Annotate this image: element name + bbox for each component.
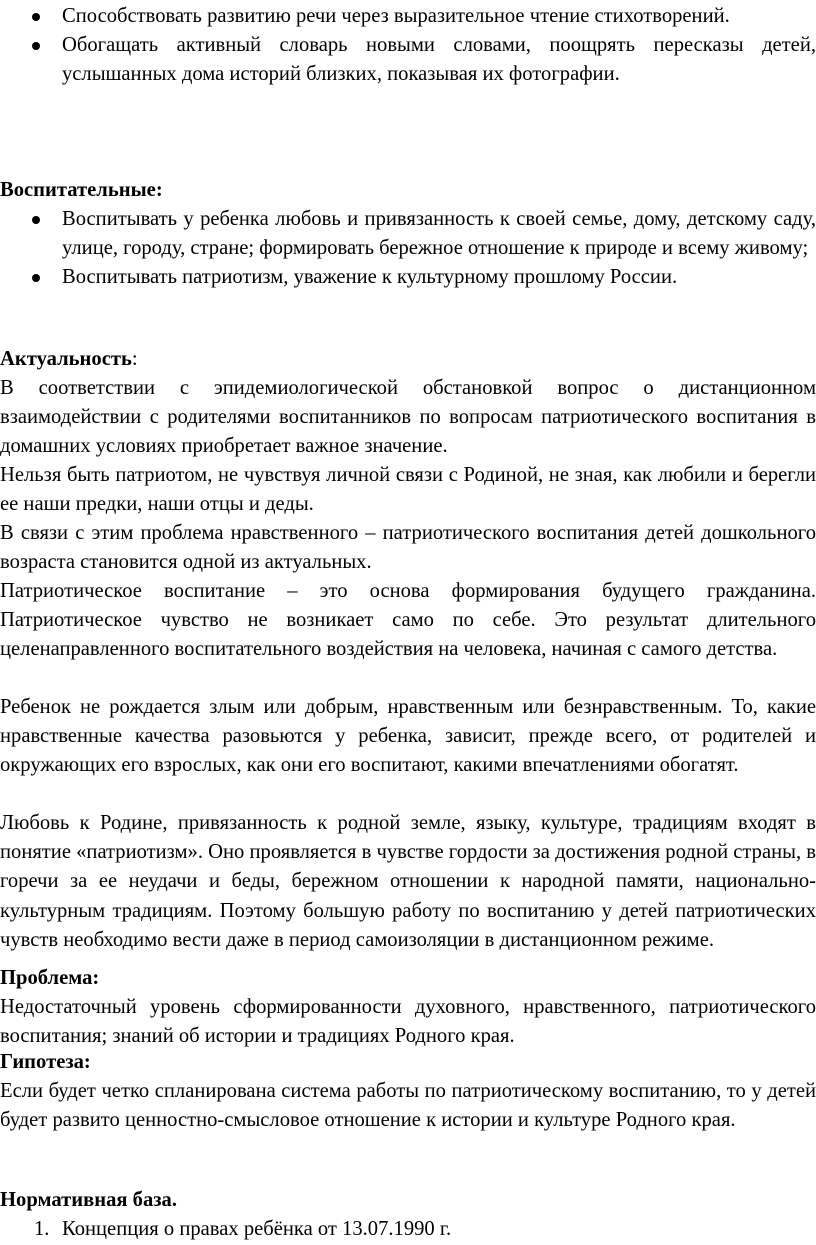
paragraph: Любовь к Родине, привязанность к родной земле, языку, культуре, традициям входят в понятие «патриотизм». Оно проявляется в чувстве гордости за достижения родной страны, в горечи за ее неудачи и беды, бережном отношении к народной памяти, национально-культурным традициям. Поэтому большую работу по воспитанию у детей патриотических чувств необходимо вести даже в период самоизоляции в дистанционном режиме. xyxy=(0,812,816,951)
section-heading-vospitatelnye: Воспитательные: xyxy=(0,179,163,201)
section-heading-gipoteza: Гипотеза: xyxy=(0,1051,91,1073)
aktualnost-heading-text: Актуальность xyxy=(0,348,132,370)
normativnaya-numbered-list xyxy=(0,1215,816,1244)
list-item: Способствовать развитию речи через выразительное чтение стихотворений. xyxy=(0,2,816,31)
list-item-text: Концепция о правах ребёнка от 13.07.1990 г. xyxy=(62,1218,452,1240)
aktualnost-colon: : xyxy=(131,348,138,370)
paragraph: Нельзя быть патриотом, не чувствуя личной связи с Родиной, не зная, как любили и берегли ее наши предки, наши отцы и деды. xyxy=(0,464,816,516)
list-item: Воспитывать у ребенка любовь и привязанность к своей семье, дому, детскому саду, улице, городу, стране; формировать бережное отношение к природе и всему живому; xyxy=(0,205,816,263)
paragraph: В соответствии с эпидемиологической обстановкой вопрос о дистанционном взаимодействии с родителями воспитанников по вопросам патриотического воспитания в домашних условиях приобретает важное значение. xyxy=(0,377,816,458)
section-heading-normativnaya: Нормативная база. xyxy=(0,1189,177,1211)
paragraph: Ребенок не рождается злым или добрым, нравственным или безнравственным. То, какие нравственные качества разовьются у ребенка, зависит, прежде всего, от родителей и окружающих его взрослых, как они его воспитают, какими впечатлениями обогатят. xyxy=(0,696,816,777)
section-heading-aktualnost xyxy=(0,345,816,374)
top-bullet-list xyxy=(0,2,816,90)
vospitatelnye-bullet-list xyxy=(0,205,816,293)
gipoteza-text: Если будет четко спланирована система работы по патриотическому воспитанию, то у детей будет развито ценностно-смысловое отношение к истории и культуре Родного края. xyxy=(0,1080,816,1132)
paragraph: Патриотическое воспитание – это основа формирования будущего гражданина. Патриотическое чувство не возникает само по себе. Это результат длительного целенаправленного воспитательного воздействия на человека, начиная с самого детства. xyxy=(0,580,816,661)
problema-text: Недостаточный уровень сформированности духовного, нравственного, патриотического воспитания; знаний об истории и традициях Родного края. xyxy=(0,996,816,1048)
list-item: Воспитывать патриотизм, уважение к культурному прошлому России. xyxy=(0,263,816,292)
list-item: Обогащать активный словарь новыми словами, поощрять пересказы детей, услышанных дома историй близких, показывая их фотографии. xyxy=(0,31,816,89)
list-item xyxy=(0,1215,816,1244)
section-heading-problema: Проблема: xyxy=(0,967,100,989)
paragraph: В связи с этим проблема нравственного – патриотического воспитания детей дошкольного возраста становится одной из актуальных. xyxy=(0,522,816,574)
list-number: 1. xyxy=(34,1218,50,1240)
